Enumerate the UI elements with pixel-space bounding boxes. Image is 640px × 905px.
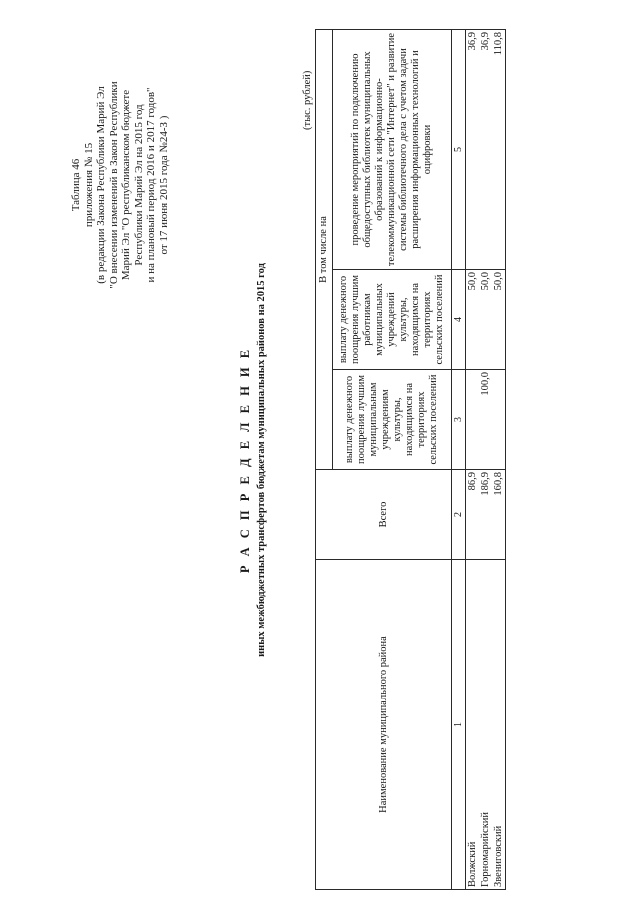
col5-value: 36,9	[479, 30, 492, 270]
appendix-header	[70, 60, 170, 310]
total-value: 160,8	[492, 470, 506, 560]
header-line: приложения № 15	[82, 142, 95, 228]
document-subtitle: иных межбюджетных трансфертов бюджетам муниципальных районов на 2015 год	[256, 263, 267, 657]
district-name: Волжский	[466, 560, 480, 890]
col4-value: 50,0	[479, 270, 492, 370]
col4-value: 50,0	[492, 270, 506, 370]
header-line: Республики Марий Эл на 2015 год	[132, 104, 145, 266]
header-line: Марий Эл "О республиканском бюджете	[120, 89, 132, 281]
header-col5: проведение мероприятий по подключению общедоступных библиотек муниципальных образований к информационно-телекоммуникационной сети "Интернет" и развитие системы библиотечного дела с учетом задачи расширения информационных технологий и оцифровки	[333, 30, 452, 270]
header-group: В том числе на	[316, 30, 333, 470]
total-value: 86,9	[466, 470, 480, 560]
header-line: Таблица 46	[70, 158, 82, 212]
district-name: Горномарийский	[479, 560, 492, 890]
header-line: и на плановый период 2016 и 2017 годов"	[145, 87, 157, 283]
column-number: 3	[452, 370, 466, 470]
col5-value: 110,8	[492, 30, 506, 270]
header-col4: выплату денежного поощрения лучшим работникам муниципальных учреждений культуры, находящимся на территориях сельских поселений	[333, 270, 452, 370]
column-number: 1	[452, 560, 466, 890]
column-number: 2	[452, 470, 466, 560]
distribution-table	[315, 29, 506, 890]
column-number: 4	[452, 270, 466, 370]
total-value: 186,9	[479, 470, 492, 560]
table-row	[466, 30, 480, 890]
col3-value: 100,0	[479, 370, 492, 470]
col3-value	[492, 370, 506, 470]
district-name: Звениговский	[492, 560, 506, 890]
column-number: 5	[452, 30, 466, 270]
col5-value: 36,9	[466, 30, 480, 270]
document-title: Р А С П Р Е Д Е Л Е Н И Е	[238, 346, 252, 574]
column-numbers-row	[452, 30, 466, 890]
header-line: от 17 июня 2015 года №24-З )	[157, 115, 170, 255]
col3-value	[466, 370, 480, 470]
header-line: (в редакции Закона Республики Марий Эл	[95, 86, 107, 284]
header-col3: выплату денежного поощрения лучшим муниципальным учреждениям культуры, находящимся на территориях сельских поселений	[333, 370, 452, 470]
table-header-row	[316, 30, 333, 890]
rotated-landscape-content	[10, 30, 610, 890]
table-row	[479, 30, 492, 890]
header-total: Всего	[316, 470, 452, 560]
units-label: (тыс. рублей)	[302, 70, 313, 130]
header-district: Наименование муниципального района	[316, 560, 452, 890]
table-row	[492, 30, 506, 890]
col4-value: 50,0	[466, 270, 480, 370]
header-line: "О внесении изменений в Закон Республики	[107, 81, 120, 289]
